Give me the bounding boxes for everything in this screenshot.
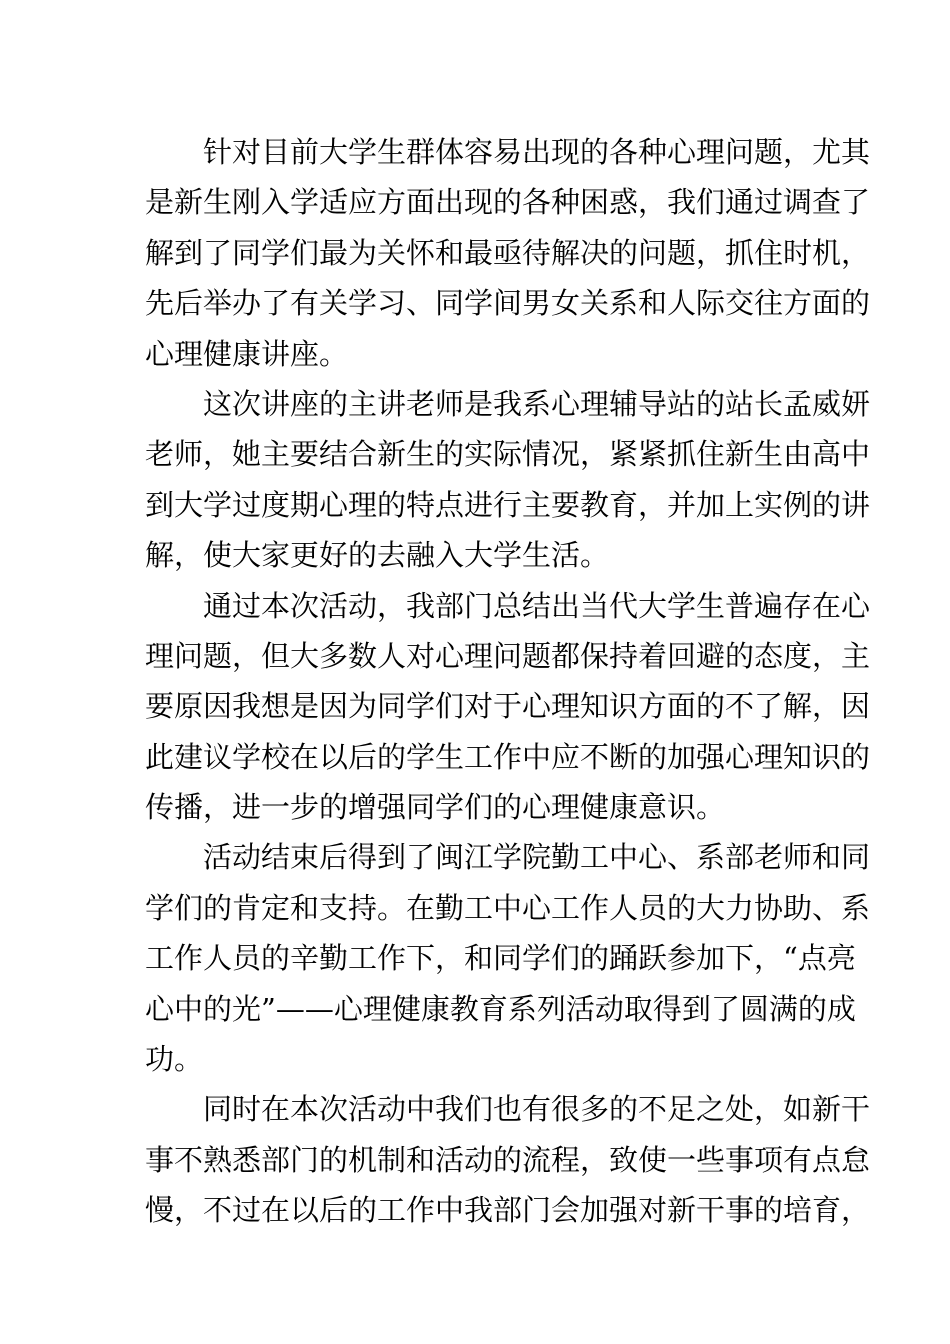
text-line: 这次讲座的主讲老师是我系心理辅导站的站长孟威妍 [203,386,871,421]
text-line: 针对目前大学生群体容易出现的各种心理问题，尤其 [203,135,871,169]
paragraph-3 [145,581,871,833]
paragraph-5 [145,1084,871,1235]
text-line: 学们的肯定和支持。在勤工中心工作人员的大力协助、系 [145,890,871,925]
text-line: 是新生刚入学适应方面出现的各种困惑，我们通过调查了 [145,185,871,220]
text-line: 传播，进一步的增强同学们的心理健康意识。 [145,790,726,825]
text-line: 心理健康讲座。 [145,336,349,371]
text-line: 老师，她主要结合新生的实际情况，紧紧抓住新生由高中 [145,437,871,472]
text-line: 心中的光”——心理健康教育系列活动取得到了圆满的成 [145,991,856,1026]
text-line: 功。 [145,1042,204,1077]
text-line: 理问题，但大多数人对心理问题都保持着回避的态度，主 [145,638,871,673]
text-line: 通过本次活动，我部门总结出当代大学生普遍存在心 [203,588,871,623]
text-line: 到大学过度期心理的特点进行主要教育，并加上实例的讲 [145,487,871,522]
text-line: 同时在本次活动中我们也有很多的不足之处，如新干 [203,1092,871,1127]
paragraph-1 [145,127,871,379]
paragraph-2 [145,379,871,581]
text-line: 先后举办了有关学习、同学间男女关系和人际交往方面的 [145,286,871,321]
text-line: 要原因我想是因为同学们对于心理知识方面的不了解，因 [145,689,871,724]
body-text [145,127,871,1236]
text-line: 解到了同学们最为关怀和最亟待解决的问题，抓住时机， [145,235,871,270]
text-line: 事不熟悉部门的机制和活动的流程，致使一些事项有点怠 [145,1142,871,1177]
text-line: 解，使大家更好的去融入大学生活。 [145,538,610,573]
text-line: 此建议学校在以后的学生工作中应不断的加强心理知识的 [145,739,871,774]
paragraph-4 [145,832,871,1084]
text-line: 工作人员的辛勤工作下，和同学们的踊跃参加下，“点亮 [145,941,856,976]
text-line: 活动结束后得到了闽江学院勤工中心、系部老师和同 [203,840,871,875]
text-line: 慢，不过在以后的工作中我部门会加强对新干事的培育， [145,1193,871,1228]
